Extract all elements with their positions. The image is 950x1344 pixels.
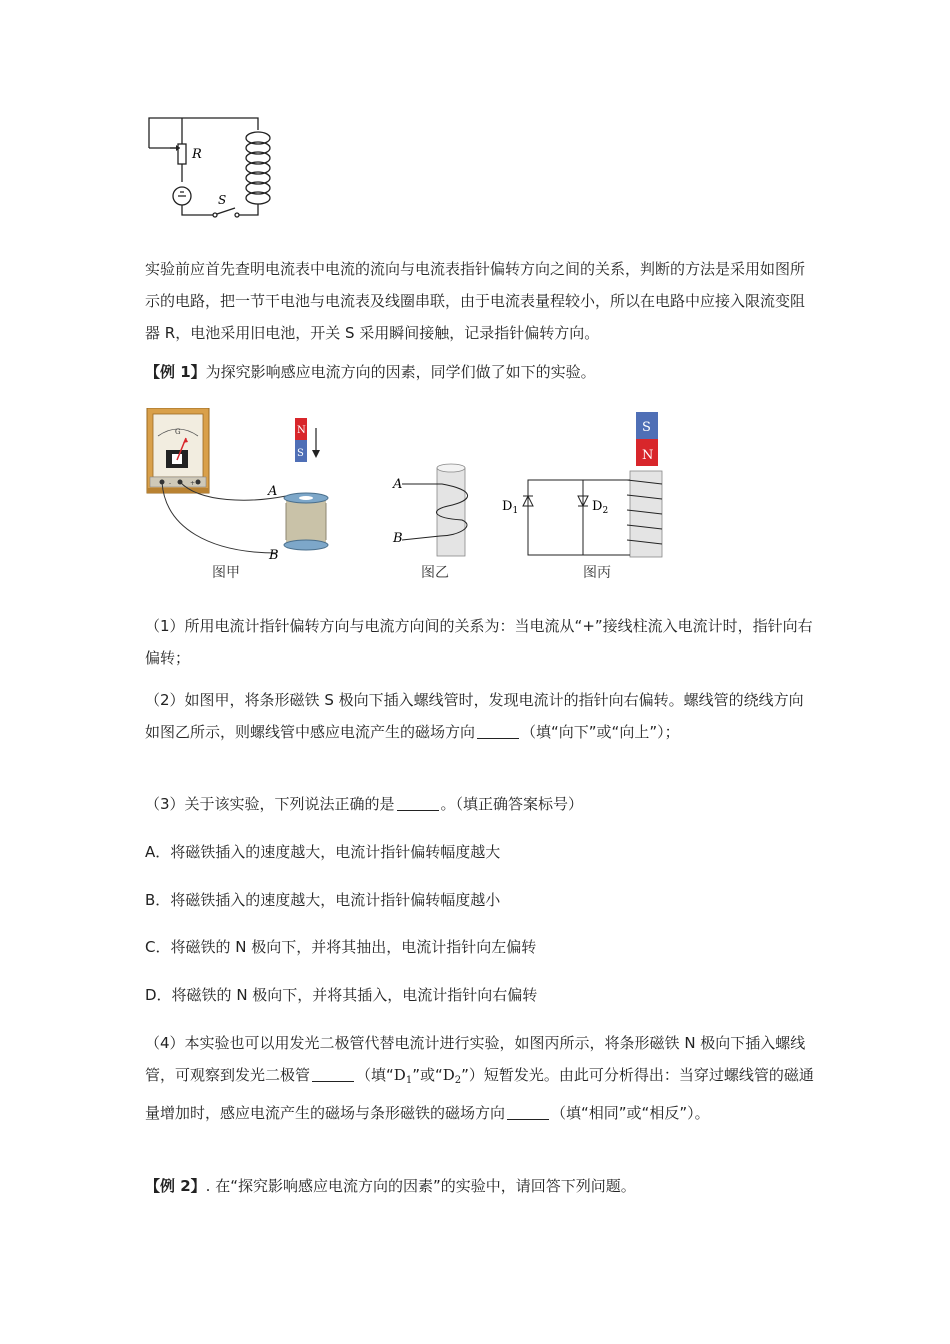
diode2-inline: $D_2$ [442,1066,462,1086]
question-1: （1）所用电流计指针偏转方向与电流方向间的关系为：当电流从“+”接线柱流入电流计时，指针向右偏转； [145,617,813,667]
caption-fig1: 图甲 [212,565,240,581]
option-b: B．将磁铁插入的速度越大，电流计指针偏转幅度越小 [145,891,501,909]
example1-text: 为探究影响感应电流方向的因素，同学们做了如下的实验。 [205,363,596,381]
fig3-magnet-s-label: S [642,420,651,435]
question-4-or: ”或“ [412,1066,443,1084]
option-a: A．将磁铁插入的速度越大，电流计指针偏转幅度越大 [145,843,501,861]
example2-tag: 【例 2】 [145,1177,206,1195]
intro-paragraph: 实验前应首先查明电流表中电流的流向与电流表指针偏转方向之间的关系，判断的方法是采用如图所示的电路，把一节干电池与电流表及线圈串联，由于电流表量程较小，所以在电路中应接入限流变阻器 R，电池采用旧电池，开关 S 采用瞬间接触，记录指针偏转方向。 [145,260,806,342]
svg-text:+: + [190,480,196,487]
example1-heading [145,356,815,388]
caption-fig2: 图乙 [421,565,449,581]
question-3-hint: 。（填正确答案标号） [440,795,584,813]
galvanometer [147,408,209,493]
question-3-text: （3）关于该实验，下列说法正确的是 [145,795,395,813]
question-4-hint-close: （填“相同”或“相反”）。 [551,1104,710,1122]
option-c: C．将磁铁的 N 极向下，并将其抽出，电流计指针向左偏转 [145,938,537,956]
question-4-analysis: ”）短暂发光。由此可分析得出：当穿过螺线管的磁通量增加时，感应电流产生的磁场与条形磁铁的磁场方向 [145,1066,814,1122]
terminal-a-label: A [268,484,278,499]
switch-label: S [218,193,227,207]
diode1-label: $D_1$ [502,499,519,516]
example1-tag: 【例 1】 [145,363,206,381]
answer-blank-q3[interactable] [397,794,439,811]
diode-circuit [523,412,662,557]
example2-heading [145,1170,815,1202]
magnet-s-label: S [297,448,304,459]
diode1-inline: $D_1$ [393,1066,413,1086]
bar-magnet [295,418,307,462]
option-d: D．将磁铁的 N 极向下，并将其插入，电流计指针向右偏转 [145,986,538,1004]
galvanometer-label: G [175,428,181,436]
answer-blank-q4-direction[interactable] [507,1103,549,1120]
terminal-b-label: B [269,548,279,563]
solenoid [284,493,328,550]
switch-contact [213,213,217,217]
coil-symbol [246,132,270,204]
fig3-magnet-n-label: N [642,448,654,463]
resistor-label: R [192,147,202,162]
answer-blank-q4-diode[interactable] [312,1065,354,1082]
question-2 [145,684,815,748]
question-2-text: （2）如图甲，将条形磁铁 S 极向下插入螺线管时，发现电流计的指针向右偏转。螺线管的绕线方向如图乙所示，则螺线管中感应电流产生的磁场方向 [145,691,804,741]
diode2-label: $D_2$ [592,499,609,516]
rheostat-symbol [178,144,186,164]
question-3 [145,788,815,820]
answer-blank-q2[interactable] [477,722,519,739]
fig2-b-label: B [393,531,403,546]
question-2-hint: （填“向下”或“向上”）； [521,723,680,741]
circuit-diagram [140,112,290,224]
question-4-text: （4）本实验也可以用发光二极管代替电流计进行实验，如图丙所示，将条形磁铁 N 极向下插入螺线管，可观察到发光二极管 [145,1034,806,1084]
question-4 [145,1027,815,1129]
caption-fig3: 图丙 [583,565,611,581]
question-4-hint-open: （填“ [356,1066,394,1084]
magnet-n-label: N [297,425,306,436]
experiment-figure [140,408,700,588]
example2-text: . 在“探究影响感应电流方向的因素”的实验中，请回答下列问题。 [205,1177,636,1195]
winding-diagram [402,464,468,556]
fig2-a-label: A [393,477,403,492]
svg-text:-: - [169,480,172,487]
